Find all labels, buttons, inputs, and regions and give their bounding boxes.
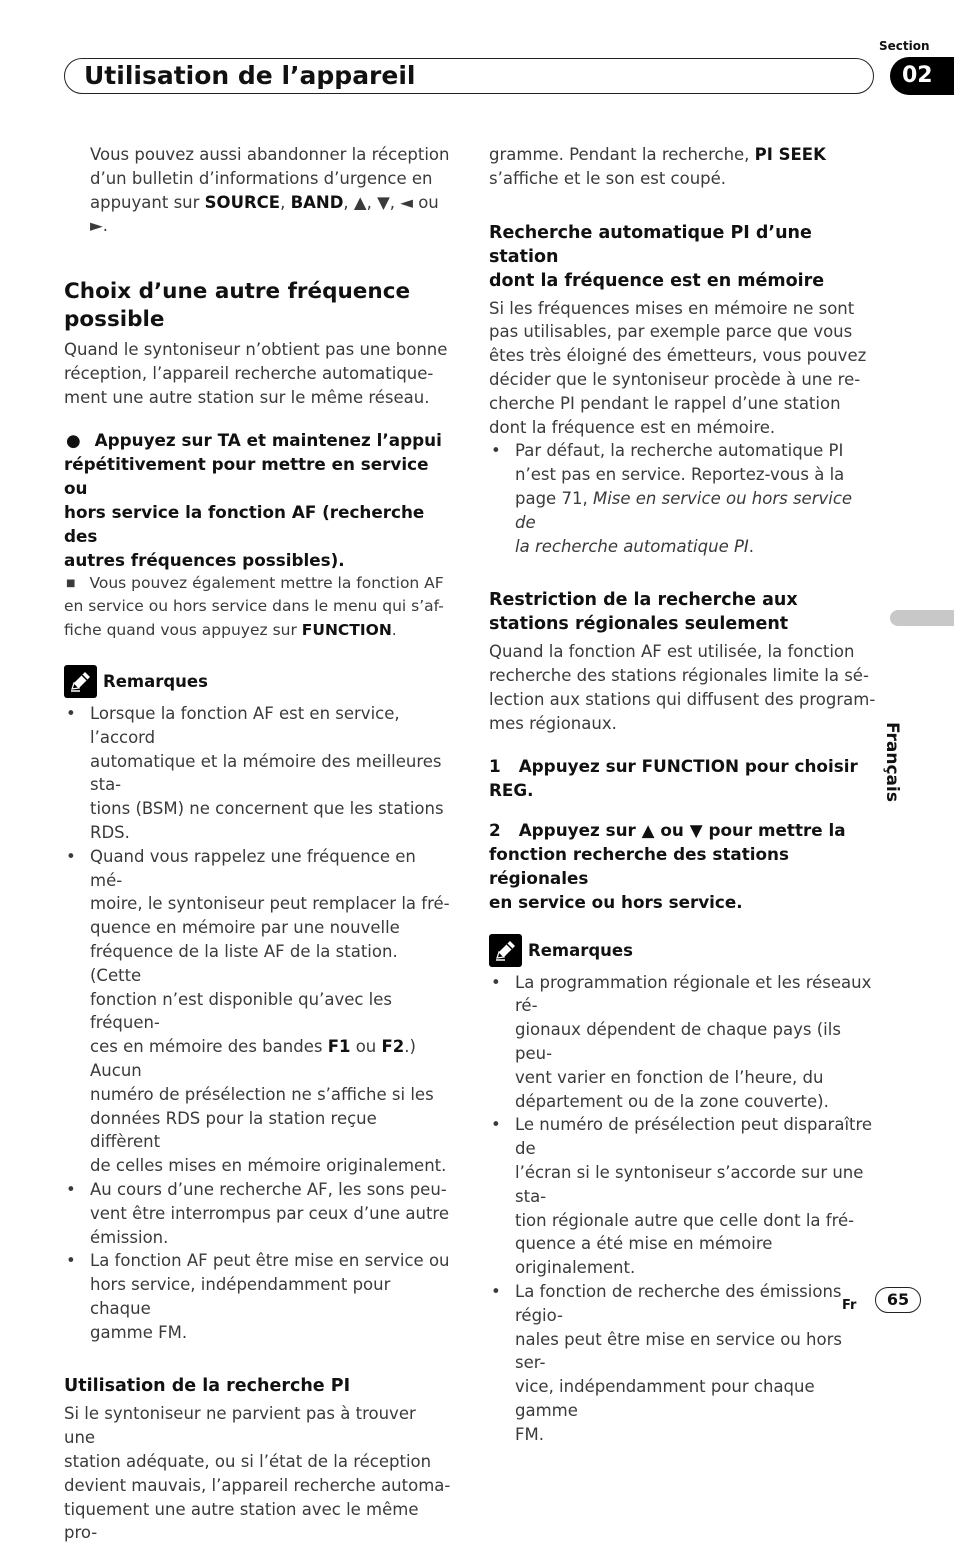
list-item: • La programmation régionale et les réseaux ré- gionaux dépendent de chaque pays (ils peu- vent varier en fonction de l’heure, du département ou de la zone couverte). — [491, 972, 872, 1111]
remarks-header-right: Remarques — [489, 934, 877, 967]
list-item: • Par défaut, la recherche automatique PI n’est pas en service. Reportez-vous à la page 71, Mise en service ou hors service de la recherche automatique PI. — [491, 441, 853, 556]
list-item: • La fonction de recherche des émissions régio- nales peut être mise en service ou hors ser- vice, indépendamment pour chaque gamme FM. — [491, 1281, 842, 1444]
paragraph-recherche-auto-pi: Si les fréquences mises en mémoire ne sont pas utilisables, par exemple parce que vous êtes très éloigné des émetteurs, vous pouvez décider que le syntoniseur procède à une re- cherche PI pendant le rappel d’une station dont la fréquence est en mémoire. — [489, 298, 867, 437]
list-item: • Le numéro de présélection peut disparaître de l’écran si le syntoniseur s’accorde sur une sta- tion régionale autre que celle dont la fré- quence a été mise en mémoire originalement. — [491, 1115, 873, 1278]
paragraph-recherche-pi: Si le syntoniseur ne parvient pas à trouver une station adéquate, ou si l’état de la réception devient mauvais, l’appareil recherche automa- tiquement une autre station avec le même pro- — [64, 1404, 451, 1543]
paragraph-pi-seek: gramme. Pendant la recherche, PI SEEK s’affiche et le son est coupé. — [489, 145, 826, 188]
footer-language: Fr — [842, 1298, 857, 1313]
step-2-toggle-reg: 2 Appuyez sur ▲ ou ▼ pour mettre la fonction recherche des stations régionales en service ou hors service. — [489, 819, 846, 912]
heading-choix-frequence: Choix d’une autre fréquence possible — [64, 279, 411, 333]
heading-recherche-pi: Utilisation de la recherche PI — [64, 1376, 351, 1397]
page-number: 65 — [875, 1287, 921, 1313]
page-title: Utilisation de l’appareil — [84, 61, 416, 90]
heading-restriction-regionale: Restriction de la recherche aux stations régionales seulement — [489, 590, 798, 635]
step-1-function-reg: 1 Appuyez sur FUNCTION pour choisir REG. — [489, 755, 858, 800]
section-label: Section — [879, 39, 930, 53]
step-ta-af: ● Appuyez sur TA et maintenez l’appui répétitivement pour mettre en service ou hors service la fonction AF (recherche des autres fréquences possibles). — [64, 429, 442, 570]
heading-recherche-auto-pi: Recherche automatique PI d’une station dont la fréquence est en mémoire — [489, 222, 825, 291]
pencil-icon — [64, 665, 97, 698]
intro-paragraph: Vous pouvez aussi abandonner la réception d’un bulletin d’informations d’urgence en appuyant sur SOURCE, BAND, ▲, ▼, ◄ ou ►. — [90, 145, 450, 236]
list-item: • Lorsque la fonction AF est en service, l’accord automatique et la mémoire des meilleures sta- tions (BSM) ne concernent que les stations RDS. — [66, 703, 444, 842]
list-item: • Quand vous rappelez une fréquence en mé- moire, le syntoniseur peut remplacer la fré- quence en mémoire par une nouvelle fréquence de la liste AF de la station. (Cette fonction n’est disponible qu’avec les fréquen- ces en mémoire des bandes F1 ou F2.) Aucun numéro de présélection ne s’affiche si les données RDS pour la station reçue diffèrent de celles mises en mémoire originalement. — [66, 846, 450, 1176]
column-right — [489, 143, 877, 1446]
remarks-list-right — [489, 971, 877, 1447]
section-badge: 02 — [890, 57, 954, 95]
paragraph-restriction: Quand la fonction AF est utilisée, la fonction recherche des stations régionales limite la sé- lection aux stations qui diffusent des program- mes régionaux. — [489, 642, 876, 733]
list-item: • La fonction AF peut être mise en service ou hors service, indépendamment pour chaque gamme FM. — [66, 1251, 450, 1342]
language-label: Français — [882, 722, 902, 802]
remarks-list-left — [64, 702, 452, 1345]
tip-function-menu: ■ Vous pouvez également mettre la fonction AF en service ou hors service dans le menu qui s’af- fiche quand vous appuyez sur FUNCTION. — [64, 573, 444, 640]
square-bullet-icon: ■ — [66, 577, 76, 589]
bullet-dot-icon: ● — [66, 429, 81, 450]
column-left — [64, 143, 452, 1545]
language-label-wrap — [882, 634, 942, 802]
language-tab — [890, 610, 954, 626]
bullet-list-default — [489, 439, 877, 558]
list-item: • Au cours d’une recherche AF, les sons peu- vent être interrompus par ceux d’une autre émission. — [66, 1179, 449, 1247]
pencil-icon — [489, 934, 522, 967]
remarks-header-left: Remarques — [64, 665, 452, 698]
paragraph-choix: Quand le syntoniseur n’obtient pas une bonne réception, l’appareil recherche automatique- ment une autre station sur le même réseau. — [64, 340, 448, 407]
